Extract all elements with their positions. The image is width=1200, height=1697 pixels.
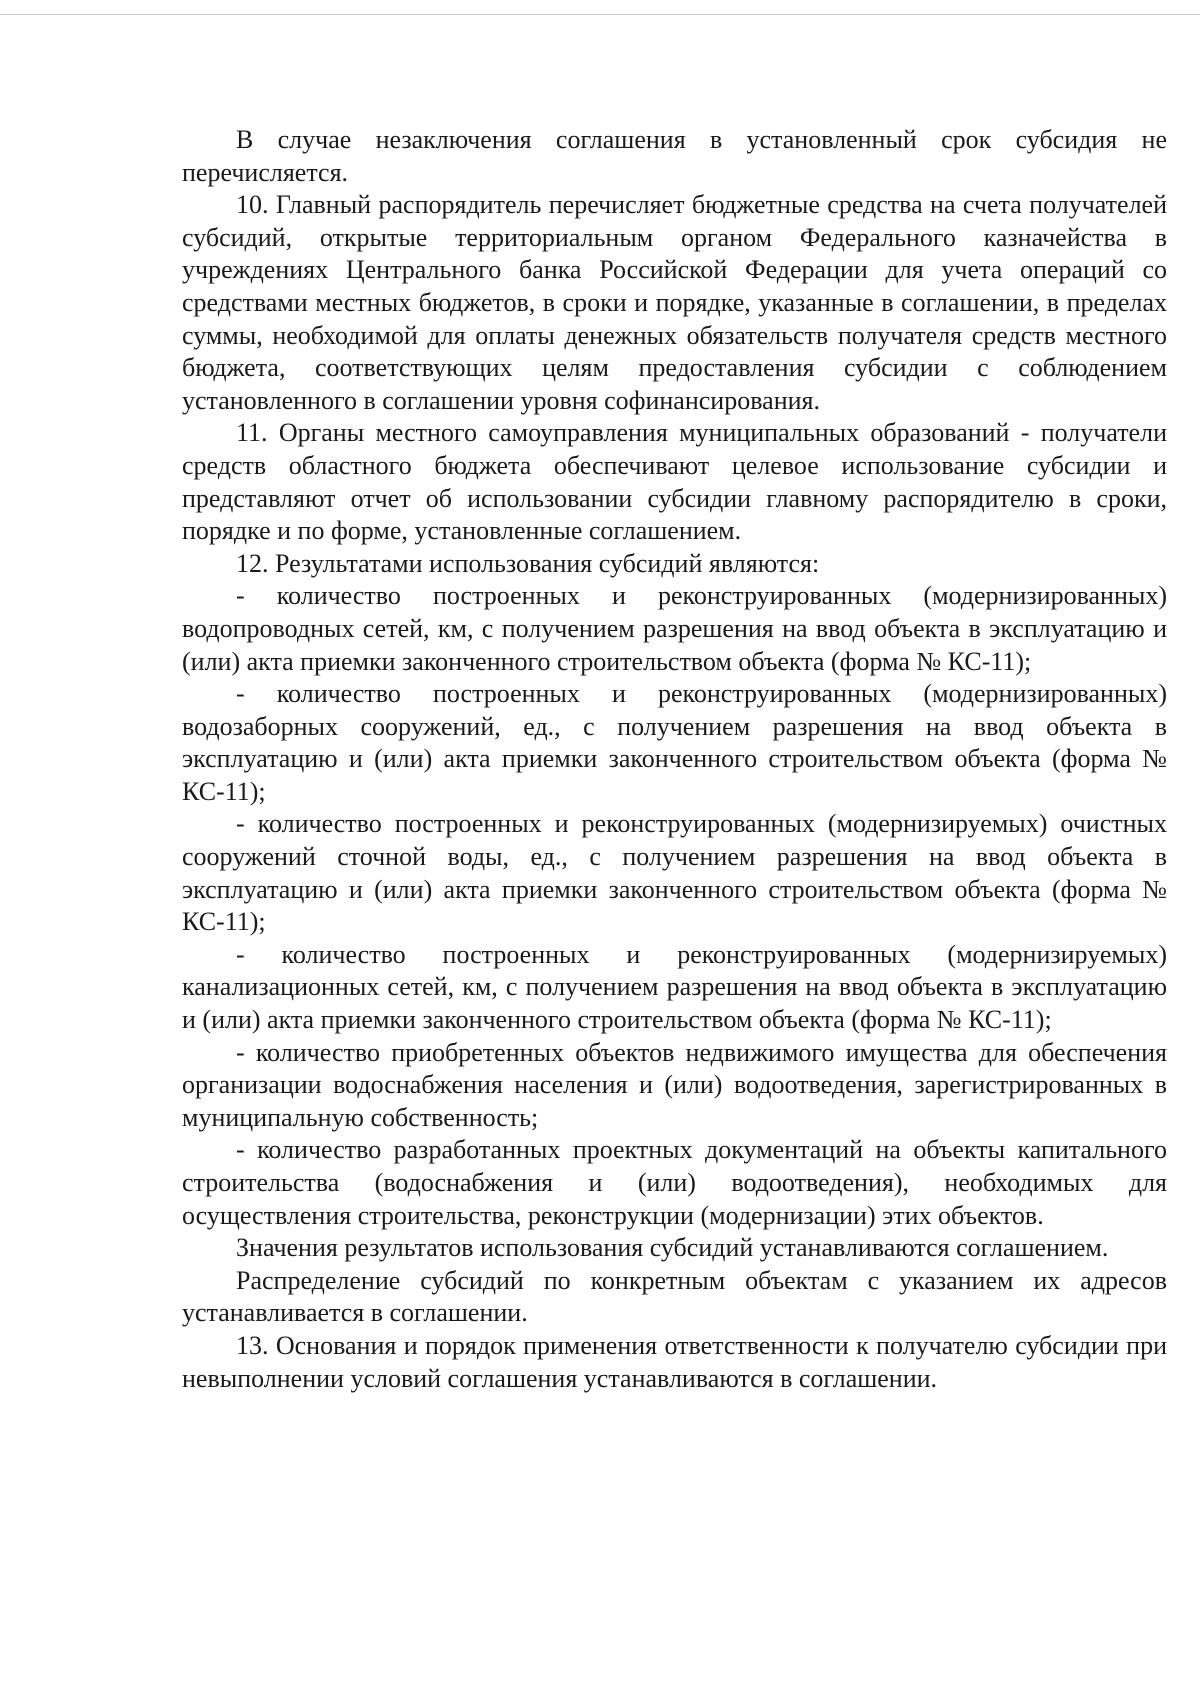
document-body <box>182 124 1167 1395</box>
scan-edge-line <box>0 14 1200 15</box>
paragraph-10: 10. Главный распорядитель перечисляет бюджетные средства на счета получателей субсидий, открытые территориальным органом Федерального казначейства в учреждениях Центрального банка Российской Федерации для учета операций со средствами местных бюджетов, в сроки и порядке, указанные в соглашении, в пределах суммы, необходимой для оплаты денежных обязательств получателя средств местного бюджета, соответствующих целям предоставления субсидии с соблюдением установленного в соглашении уровня софинансирования. <box>182 190 1167 415</box>
list-item-real-estate: - количество приобретенных объектов недвижимого имущества для обеспечения организации водоснабжения населения и (или) водоотведения, зарегистрированных в муниципальную собственность; <box>182 1037 1167 1132</box>
paragraph-13: 13. Основания и порядок применения ответственности к получателю субсидии при невыполнении условий соглашения устанавливаются в соглашении. <box>182 1330 1167 1393</box>
paragraph-12-intro: 12. Результатами использования субсидий являются: <box>236 548 820 578</box>
paragraph-11: 11. Органы местного самоуправления муниципальных образований - получатели средств областного бюджета обеспечивают целевое использование субсидии и представляют отчет об использовании субсидии главному распорядителю в сроки, порядке и по форме, установленные соглашением. <box>182 418 1167 546</box>
list-item-water-networks: - количество построенных и реконструированных (модернизированных) водопроводных сетей, км, с получением разрешения на ввод объекта в эксплуатацию и (или) акта приемки законченного строительством объекта (форма № КС-11); <box>182 581 1167 676</box>
paragraph-values: Значения результатов использования субсидий устанавливаются соглашением. <box>236 1233 1109 1263</box>
list-item-sewer-networks: - количество построенных и реконструированных (модернизируемых) канализационных сетей, км, с получением разрешения на ввод объекта в эксплуатацию и (или) акта приемки законченного строительством объекта (форма № КС-11); <box>182 939 1167 1035</box>
list-item-treatment-facilities: - количество построенных и реконструированных (модернизируемых) очистных сооружений сточной воды, ед., с получением разрешения на ввод объекта в эксплуатацию и (или) акта приемки законченного строительством объекта (форма № КС-11); <box>182 809 1167 937</box>
paragraph-distribution: Распределение субсидий по конкретным объектам с указанием их адресов устанавливается в соглашении. <box>182 1265 1167 1328</box>
paragraph-no-agreement: В случае незаключения соглашения в установленный срок субсидия не перечисляется. <box>182 125 1167 187</box>
list-item-project-documentation: - количество разработанных проектных документаций на объекты капитального строительства (водоснабжения и (или) водоотведения), необходимых для осуществления строительства, реконструкции (модернизации) этих объектов. <box>182 1135 1167 1230</box>
list-item-water-intake: - количество построенных и реконструированных (модернизированных) водозаборных сооружений, ед., с получением разрешения на ввод объекта в эксплуатацию и (или) акта приемки законченного строительством объекта (форма № КС-11); <box>182 679 1167 806</box>
